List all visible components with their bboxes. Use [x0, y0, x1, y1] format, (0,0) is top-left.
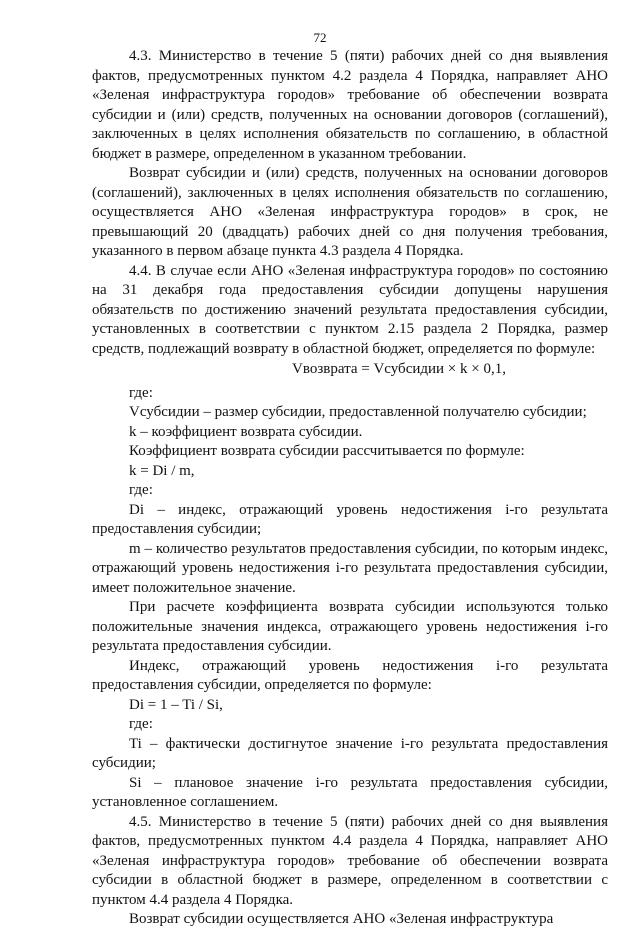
page-number: 72	[313, 30, 327, 45]
paragraph-calculation-note: При расчете коэффициента возврата субсидии используются только положительные значения индекса, отражающего уровень недостижения i-го результата предоставления субсидии.	[92, 599, 608, 654]
formula-di: Di = 1 – Ti / Si,	[129, 696, 223, 713]
definition-v-subsidy: Vсубсидии – размер субсидии, предоставленной получателю субсидии;	[129, 404, 587, 420]
definition-di: Di – индекс, отражающий уровень недостижения i-го результата предоставления субсидии;	[92, 501, 608, 537]
definition-ti: Ti – фактически достигнутое значение i-го результата предоставления субсидии;	[92, 735, 608, 771]
paragraph-index-definition: Индекс, отражающий уровень недостижения i-го результата предоставления субсидии, определяется по формуле:	[92, 657, 608, 693]
paragraph-4-5: 4.5. Министерство в течение 5 (пяти) рабочих дней со дня выявления фактов, предусмотренных пунктом 4.4 раздела 4 Порядка, направляет АНО «Зеленая инфраструктура городов» требование об обеспечении возврата субсидии в областной бюджет в размере, определенном в соответствии с пунктом 4.4 раздела 4 Порядка.	[92, 813, 608, 908]
definition-m: m – количество результатов предоставления субсидии, по которым индекс, отражающий уровень недостижения i-го результата предоставления субсидии, имеет положительное значение.	[92, 540, 608, 596]
paragraph-4-3: 4.3. Министерство в течение 5 (пяти) рабочих дней со дня выявления фактов, предусмотренных пунктом 4.2 раздела 4 Порядка, направляет АНО «Зеленая инфраструктура городов» требование об обеспечении возврата субсидии и (или) средств, полученных на основании договоров (соглашений), заключенных в целях исполнения обязательств по соглашению, в областной бюджет в размере, определенном в указанном требовании.	[92, 48, 608, 162]
definition-si: Si – плановое значение i-го результата предоставления субсидии, установленное соглашением.	[92, 774, 608, 810]
definition-k: k – коэффициент возврата субсидии.	[129, 423, 363, 440]
paragraph-return-deadline: Возврат субсидии и (или) средств, полученных на основании договоров (соглашений), заключенных в целях исполнения обязательств по соглашению, осуществляется АНО «Зеленая инфраструктура городов» в срок, не превышающий 20 (двадцать) рабочих дней со дня получения требования, указанного в первом абзаце пункта 4.3 раздела 4 Порядка.	[92, 165, 608, 259]
where-label-1: где:	[129, 384, 153, 401]
formula-return-amount: Vвозврата = Vсубсидии × k × 0,1,	[292, 361, 506, 377]
document-body	[92, 47, 608, 930]
formula-k: k = Di / m,	[129, 462, 195, 479]
paragraph-4-4: 4.4. В случае если АНО «Зеленая инфраструктура городов» по состоянию на 31 декабря года предоставления субсидии допущены нарушения обязательств по достижению значений результата предоставления субсидии, установленных в соответствии с пунктом 2.15 раздела 2 Порядка, размер средств, подлежащий возврату в областной бюджет, определяется по формуле:	[92, 262, 608, 357]
where-label-2: где:	[129, 482, 153, 498]
where-label-3: где:	[129, 716, 153, 732]
paragraph-return-continuation: Возврат субсидии осуществляется АНО «Зеленая инфраструктура	[129, 911, 554, 927]
coefficient-intro: Коэффициент возврата субсидии рассчитывается по формуле:	[129, 443, 525, 459]
